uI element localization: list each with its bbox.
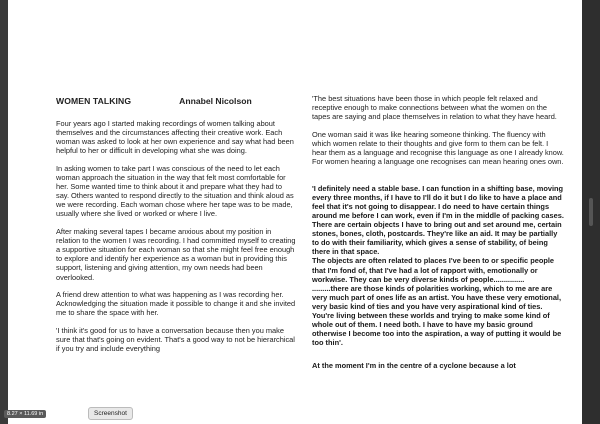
paragraph: In asking women to take part I was conscious of the need to let each woman approach the situation in the way that felt most comfortable for her. Some wanted time to think about it and prepare what they had to say. Others wanted to respond directly to the situation and think aloud as we were recording. Each woman chose where her tape was to be made, usually where she lived or worked or where I live.	[56, 163, 294, 219]
paragraph: One woman said it was like hearing someone thinking. The fluency with which women relate to their thoughts and give form to them can be felt. I hear them as a language and recognise this language as one I already know. For women hearing a language one recognises can mean hearing ones own.	[312, 129, 564, 167]
author-name: Annabel Nicolson	[179, 96, 252, 106]
left-column	[56, 97, 296, 362]
right-column	[312, 94, 564, 379]
title-row	[56, 97, 296, 106]
screenshot-tooltip: Screenshot	[88, 407, 133, 420]
paragraph: 'I think it's good for us to have a conversation because then you make sure that that's going on evident. That's a good way to not be hierarchical if you try and include everything	[56, 325, 295, 354]
quote-paragraph: 'I definitely need a stable base. I can function in a shifting base, moving every three months, if I have to I'll do it but I do like to have a place and feel that it's not going to disappear. I do need to have certain things around me before I can work, even if I'm in the middle of packing cases. There are certain objects I have to bring out and set around me, certain stones, bones, cloth, postcards. They're like an aid. It may be partially to do with their familiarity, which gives a sense of stability, of being there in that space.	[312, 183, 564, 257]
scrollbar[interactable]	[582, 0, 600, 424]
quote-paragraph: At the moment I'm in the centre of a cyclone because a lot	[312, 361, 516, 371]
quote-paragraph: The objects are often related to places I've been to or specific people that I'm fond of, that I've had a lot of rapport with, emotionally or workwise. They can be very diverse kinds of people...............	[312, 256, 555, 284]
quote-paragraph: .........there are those kinds of polarities working, which to me are are very much part of ones life as an artist. You have these very emotional, very basic kind of ties and you have very aspirational kind of ties. You're living between these worlds and trying to make some kind of whole out of them. I need both. I have to have my basic ground otherwise I become too into the aspiration, a way of putting it would be too thin'.	[312, 283, 562, 348]
paragraph: Four years ago I started making recordings of women talking about themselves and the circumstances affecting their creative work. Each woman was asked to look at her own experience and say what had been helpful to her or difficult in developing what she was doing.	[56, 119, 294, 156]
scroll-grip-icon[interactable]	[589, 198, 593, 226]
paragraph: A friend drew attention to what was happening as I was recording her. Acknowledging the situation made it possible to change it and she invited me to share the space with her.	[56, 290, 296, 318]
paragraph: 'The best situations have been those in which people felt relaxed and receptive enough to make connections between what the women on the tapes are saying and place themselves in relation to what they have heard.	[312, 94, 557, 122]
document-page	[8, 0, 582, 424]
page-size-label: 8.27 × 11.69 in	[4, 410, 46, 418]
paragraph: After making several tapes I became anxious about my position in relation to the women I was recording. I had committed myself to creating a supportive situation for each woman so that she might feel free enough to explore and identify her experience as a woman but in providing this support, listening and giving attention, my own needs had been overlooked.	[56, 227, 296, 282]
article-title: WOMEN TALKING	[56, 96, 132, 106]
